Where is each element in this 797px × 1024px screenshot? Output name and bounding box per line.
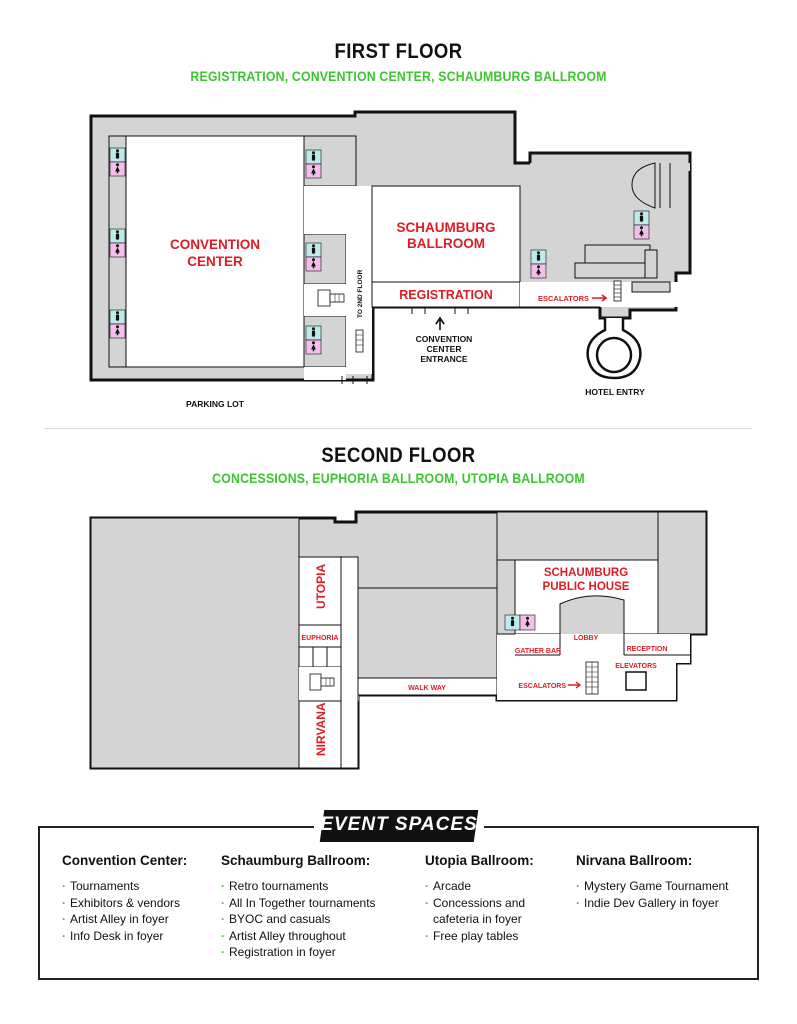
first-floor-subtitle: REGISTRATION, CONVENTION CENTER, SCHAUMBURG BALLROOM: [190, 68, 607, 84]
elevator-icon: [626, 672, 646, 690]
entrance-label: CONVENTION: [415, 334, 473, 344]
legend-item: · Info Desk in foyer: [62, 928, 164, 943]
nirvana-label: NIRVANA: [314, 702, 328, 756]
legend-item: · Free play tables: [425, 928, 519, 943]
restroom-icon: [505, 615, 535, 630]
legend-item: · Arcade: [425, 879, 472, 893]
hotel-entry-label: HOTEL ENTRY: [585, 387, 645, 397]
second-floor-title: SECOND FLOOR: [321, 444, 476, 467]
legend-item: · Retro tournaments: [221, 879, 329, 893]
floor-divider: [44, 428, 752, 429]
event-spaces-title: EVENT SPACES: [320, 814, 478, 835]
legend-item: · Registration in foyer: [221, 945, 336, 960]
parking-lot-label: PARKING LOT: [186, 399, 244, 409]
event-spaces-banner: [314, 808, 484, 844]
euphoria-label: EUPHORIA: [301, 635, 339, 642]
entrance-label: CENTER: [426, 344, 462, 354]
legend-heading: Nirvana Ballroom:: [576, 853, 693, 868]
reception-label: RECEPTION: [626, 646, 668, 653]
legend-column-nirvana-ballroom: [576, 853, 729, 911]
to-2nd-floor-label: TO 2ND FLOOR: [357, 269, 364, 318]
second-floor-subtitle: CONCESSIONS, EUPHORIA BALLROOM, UTOPIA BALLROOM: [212, 470, 585, 486]
entrance-arrow-icon: [436, 318, 444, 330]
escalator-icon: [586, 662, 598, 694]
escalators-label: ESCALATORS: [518, 683, 566, 690]
entrance-label: ENTRANCE: [420, 354, 468, 364]
registration-label: REGISTRATION: [399, 288, 493, 302]
first-floor-plan: [91, 112, 696, 409]
legend-heading: Utopia Ballroom:: [425, 853, 534, 868]
walk-way-label: WALK WAY: [408, 685, 446, 692]
legend-item: · Mystery Game Tournament: [576, 879, 729, 893]
legend-item: · Artist Alley throughout: [221, 928, 346, 943]
legend-item: · All In Together tournaments: [221, 895, 376, 910]
legend-item: · Concessions and: [425, 895, 526, 910]
legend-item: · Artist Alley in foyer: [62, 912, 169, 927]
escalator-icon: [614, 281, 621, 301]
legend-item: cafeteria in foyer: [433, 912, 522, 927]
lobby-label: LOBBY: [573, 635, 599, 642]
public-house-label: PUBLIC HOUSE: [542, 581, 630, 593]
legend-column-convention-center: [62, 853, 187, 944]
utopia-label: UTOPIA: [314, 563, 328, 609]
second-floor-plan: [91, 512, 706, 768]
escalators-label: ESCALATORS: [538, 294, 589, 303]
public-house-label: SCHAUMBURG: [543, 567, 629, 579]
convention-center-label: CENTER: [187, 254, 243, 269]
ballroom-label: BALLROOM: [407, 236, 485, 251]
convention-center-label: CONVENTION: [169, 237, 261, 252]
first-floor-title: FIRST FLOOR: [334, 40, 463, 63]
gather-bar-label: GATHER BAR: [514, 648, 562, 655]
ballroom-label: SCHAUMBURG: [396, 220, 496, 235]
legend-column-utopia-ballroom: [425, 853, 534, 944]
elevators-label: ELEVATORS: [615, 663, 657, 670]
legend-heading: Convention Center:: [62, 853, 188, 868]
legend-item: · BYOC and casuals: [221, 912, 331, 927]
legend-item: · Exhibitors & vendors: [62, 895, 181, 910]
legend-item: · Indie Dev Gallery in foyer: [576, 895, 719, 910]
legend-item: · Tournaments: [62, 879, 140, 893]
legend-column-schaumburg-ballroom: [221, 853, 376, 961]
legend-heading: Schaumburg Ballroom:: [221, 853, 371, 868]
